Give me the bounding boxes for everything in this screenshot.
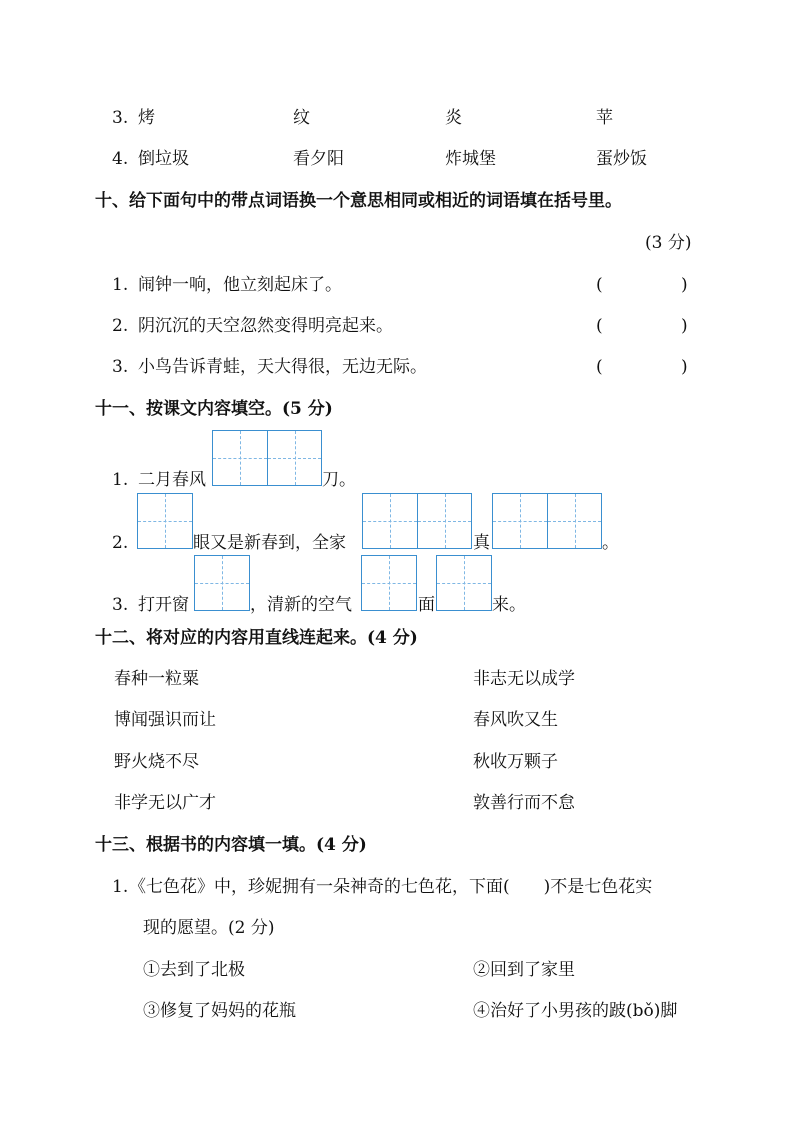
item-number: 1.	[112, 275, 129, 295]
item-number: 1.	[112, 470, 129, 490]
grid-cell[interactable]	[493, 494, 547, 548]
word-item: 苹	[596, 108, 613, 128]
match-left-item[interactable]: 春种一粒粟	[114, 669, 199, 689]
grid-cell[interactable]	[363, 494, 417, 548]
fill-text: 。	[602, 533, 619, 553]
row-number: 4.	[112, 149, 129, 169]
option-item[interactable]: ④治好了小男孩的跛(bǒ)脚	[473, 1001, 678, 1021]
match-left-item[interactable]: 野火烧不尽	[114, 752, 199, 772]
word-item: 蛋炒饭	[596, 149, 647, 169]
section-10-score: (3 分)	[645, 233, 692, 253]
section-11-heading: 十一、按课文内容填空。(5 分)	[95, 399, 333, 419]
item-number: 1.	[112, 877, 129, 897]
match-left-item[interactable]: 博闻强识而让	[114, 710, 216, 730]
option-item[interactable]: ③修复了妈妈的花瓶	[143, 1001, 296, 1021]
answer-paren-close: )	[681, 357, 688, 377]
grid-cell[interactable]	[547, 494, 601, 548]
answer-paren-open: (	[596, 275, 603, 295]
grid-cell[interactable]	[437, 556, 491, 610]
grid-cell[interactable]	[138, 494, 192, 548]
grid-cell[interactable]	[417, 494, 471, 548]
grid-cell[interactable]	[267, 431, 321, 485]
section-13-heading: 十三、根据书的内容填一填。(4 分)	[95, 835, 367, 855]
match-left-item[interactable]: 非学无以广才	[114, 793, 216, 813]
answer-paren-close: )	[681, 275, 688, 295]
match-right-item[interactable]: 敦善行而不怠	[473, 793, 575, 813]
item-number: 3.	[112, 357, 129, 377]
match-right-item[interactable]: 春风吹又生	[473, 710, 558, 730]
match-right-item[interactable]: 非志无以成学	[473, 669, 575, 689]
item-number: 2.	[112, 533, 129, 553]
section-12-heading: 十二、将对应的内容用直线连起来。(4 分)	[95, 628, 418, 648]
answer-paren-open: (	[596, 357, 603, 377]
section-10-heading: 十、给下面句中的带点词语换一个意思相同或相近的词语填在括号里。	[95, 191, 622, 211]
answer-paren-open: (	[596, 316, 603, 336]
writing-grid[interactable]	[137, 493, 193, 549]
fill-text: 打开窗	[138, 595, 189, 615]
fill-text: 来。	[492, 595, 526, 615]
word-item: 看夕阳	[293, 149, 344, 169]
writing-grid[interactable]	[362, 493, 472, 549]
item-number: 2.	[112, 316, 129, 336]
fill-text: 面	[418, 595, 435, 615]
question-text: 现的愿望。(2 分)	[143, 918, 275, 938]
sentence: 阴沉沉的天空忽然变得明亮起来。	[138, 316, 393, 336]
row-number: 3.	[112, 108, 129, 128]
item-number: 3.	[112, 595, 129, 615]
option-item[interactable]: ②回到了家里	[473, 960, 575, 980]
option-item[interactable]: ①去到了北极	[143, 960, 245, 980]
word-item: 炎	[445, 108, 462, 128]
question-text: 《七色花》中，珍妮拥有一朵神奇的七色花，下面( )不是七色花实	[129, 877, 653, 897]
fill-text: 真	[473, 533, 490, 553]
word-item: 纹	[293, 108, 310, 128]
writing-grid[interactable]	[436, 555, 492, 611]
sentence: 闹钟一响，他立刻起床了。	[138, 275, 342, 295]
answer-paren-close: )	[681, 316, 688, 336]
grid-cell[interactable]	[362, 556, 416, 610]
writing-grid[interactable]	[194, 555, 250, 611]
word-item: 倒垃圾	[138, 149, 189, 169]
fill-text: 刀。	[322, 470, 356, 490]
grid-cell[interactable]	[213, 431, 267, 485]
fill-text: 二月春风	[138, 470, 206, 490]
fill-text: 眼又是新春到，全家	[193, 533, 346, 553]
writing-grid[interactable]	[492, 493, 602, 549]
match-right-item[interactable]: 秋收万颗子	[473, 752, 558, 772]
sentence: 小鸟告诉青蛙，天大得很，无边无际。	[138, 357, 427, 377]
writing-grid[interactable]	[212, 430, 322, 486]
word-item: 烤	[138, 108, 155, 128]
word-item: 炸城堡	[445, 149, 496, 169]
grid-cell[interactable]	[195, 556, 249, 610]
fill-text: ，清新的空气	[250, 595, 352, 615]
writing-grid[interactable]	[361, 555, 417, 611]
